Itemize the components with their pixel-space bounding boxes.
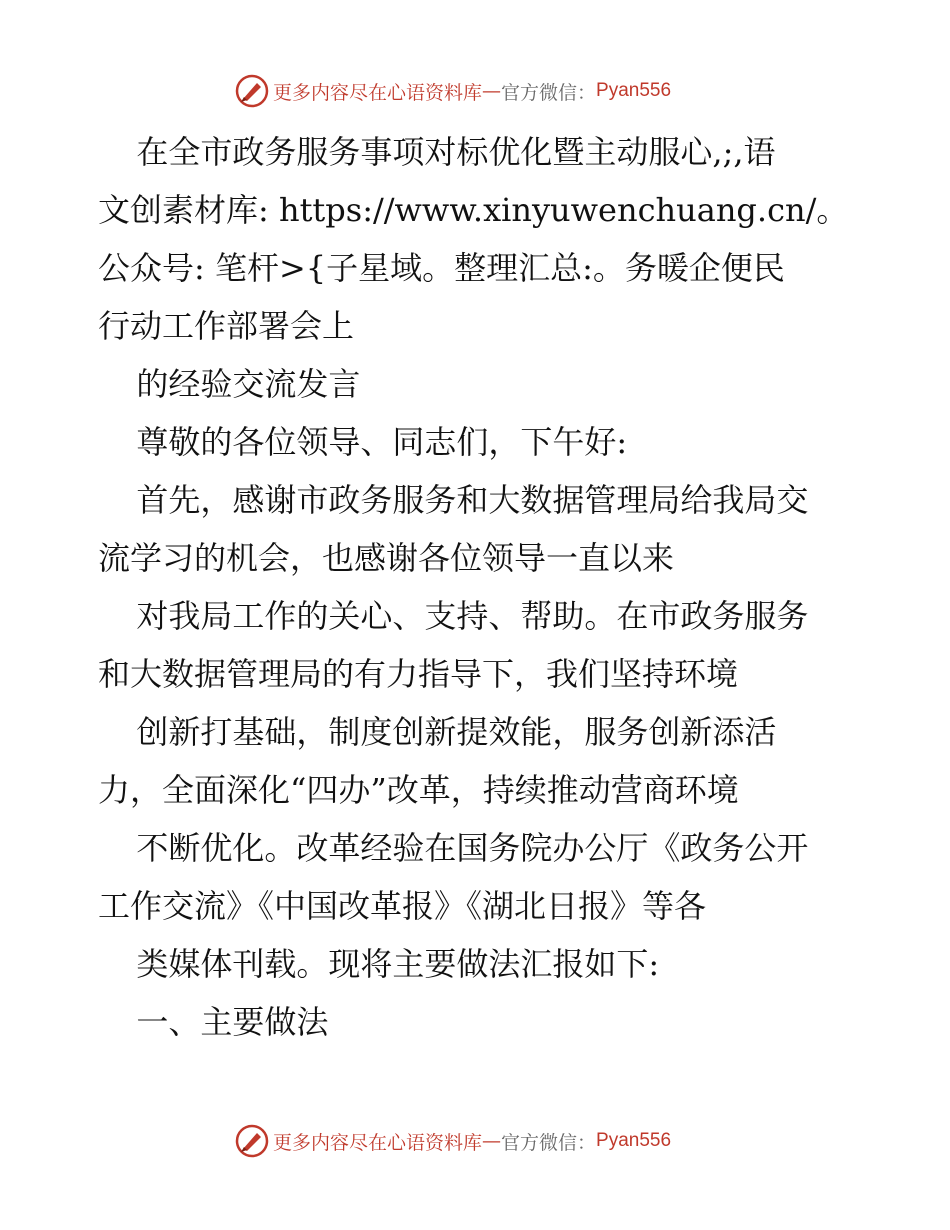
pen-logo-icon	[235, 1124, 269, 1158]
watermark-footer	[235, 1124, 671, 1158]
paragraph-line: 尊敬的各位领导、同志们，下午好:	[136, 423, 628, 461]
paragraph-line: 流学习的机会，也感谢各位领导一直以来	[98, 539, 675, 577]
watermark-site: 更多内容尽在心语资料库	[273, 81, 483, 104]
paragraph-line: 行动工作部署会上	[98, 307, 355, 345]
watermark-wechat-id: Pyan556	[596, 80, 672, 101]
section-heading: 一、主要做法	[136, 1003, 329, 1041]
document-body	[98, 123, 858, 1051]
paragraph-line: 首先，感谢市政务服务和大数据管理局给我局交	[136, 481, 809, 519]
paragraph-line: 对我局工作的关心、支持、帮助。在市政务服务	[136, 597, 809, 635]
paragraph-line: 的经验交流发言	[136, 365, 361, 403]
watermark-wechat-label: 官方微信：	[501, 1131, 597, 1154]
watermark-separator: —	[482, 1130, 502, 1152]
paragraph-line: 文创素材库: https://www.xinyuwenchuang.cn/。	[98, 191, 849, 229]
pen-logo-icon	[235, 74, 269, 108]
paragraph-line: 和大数据管理局的有力指导下，我们坚持环境	[98, 655, 739, 693]
paragraph-line: 力，全面深化“四办”改革，持续推动营商环境	[98, 771, 739, 809]
watermark-wechat-label: 官方微信：	[501, 81, 597, 104]
paragraph-line: 工作交流》《中国改革报》《湖北日报》等各	[98, 887, 707, 925]
watermark-separator: —	[482, 80, 502, 102]
paragraph-line: 创新打基础，制度创新提效能，服务创新添活	[136, 713, 777, 751]
paragraph-line: 不断优化。改革经验在国务院办公厅《政务公开	[136, 829, 809, 867]
watermark-header	[235, 74, 671, 108]
paragraph-line: 在全市政务服务事项对标优化暨主动服心,;,语	[136, 133, 776, 171]
paragraph-line: 类媒体刊载。现将主要做法汇报如下:	[136, 945, 660, 983]
watermark-wechat-id: Pyan556	[596, 1130, 672, 1151]
watermark-site: 更多内容尽在心语资料库	[273, 1131, 483, 1154]
paragraph-line: 公众号: 笔杆>{子星域。整理汇总:。务暖企便民	[98, 249, 785, 287]
